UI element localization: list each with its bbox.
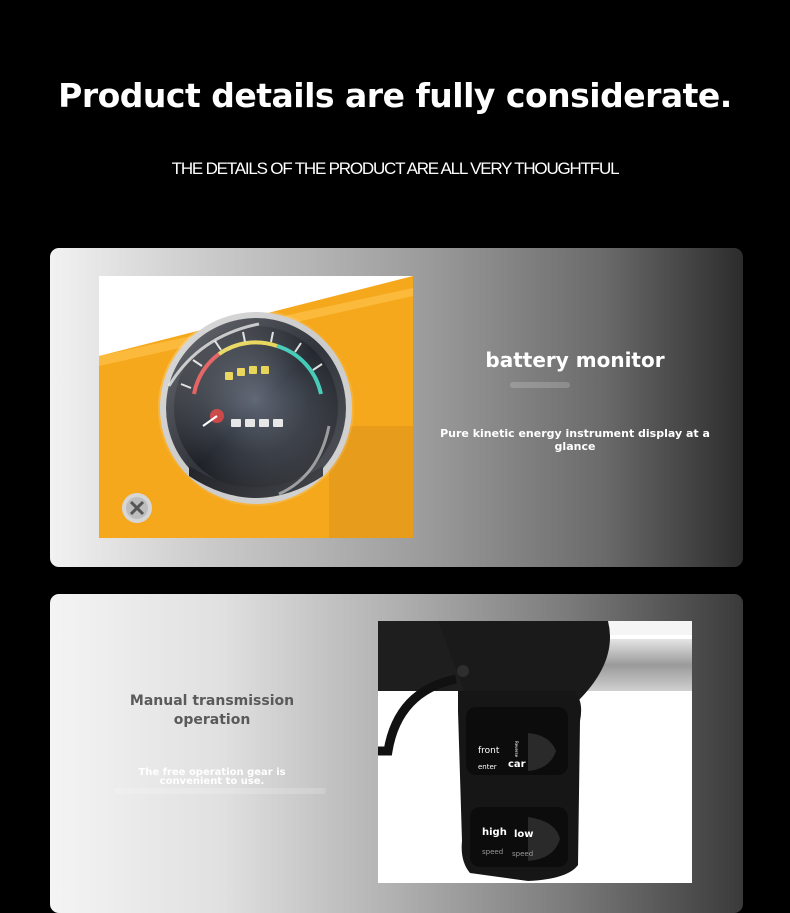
feature-title-manual-transmission: Manual transmission operation <box>129 693 295 728</box>
switch-label-high: high <box>482 827 507 838</box>
switch-label-front: front <box>478 746 500 756</box>
feature-card-manual-transmission <box>50 594 743 913</box>
handlebar-switch-photo <box>378 621 692 883</box>
handlebar-switch-illustration <box>378 621 692 883</box>
feature-card-battery-monitor <box>50 248 743 567</box>
feature-title-battery-monitor: battery monitor <box>485 348 665 372</box>
feature-description-battery-monitor: Pure kinetic energy instrument display at a glance <box>440 427 710 453</box>
switch-label-enter: enter <box>478 763 497 771</box>
switch-label-speed-right: speed <box>512 850 534 858</box>
page-subtitle: THE DETAILS OF THE PRODUCT ARE ALL VERY THOUGHTFUL <box>171 159 619 178</box>
switch-label-speed-left: speed <box>482 848 504 856</box>
switch-label-car: car <box>508 759 526 770</box>
page-title: Product details are fully considerate. <box>58 76 732 115</box>
battery-gauge-illustration <box>99 276 413 538</box>
switch-label-reverse: Reverse <box>514 741 519 758</box>
title-shadow-decoration <box>510 382 570 388</box>
feature-description-manual-transmission: The free operation gear is convenient to use. <box>138 767 286 787</box>
switch-label-low: low <box>514 829 534 840</box>
description-shadow-decoration <box>114 788 326 794</box>
battery-gauge-photo <box>99 276 413 538</box>
